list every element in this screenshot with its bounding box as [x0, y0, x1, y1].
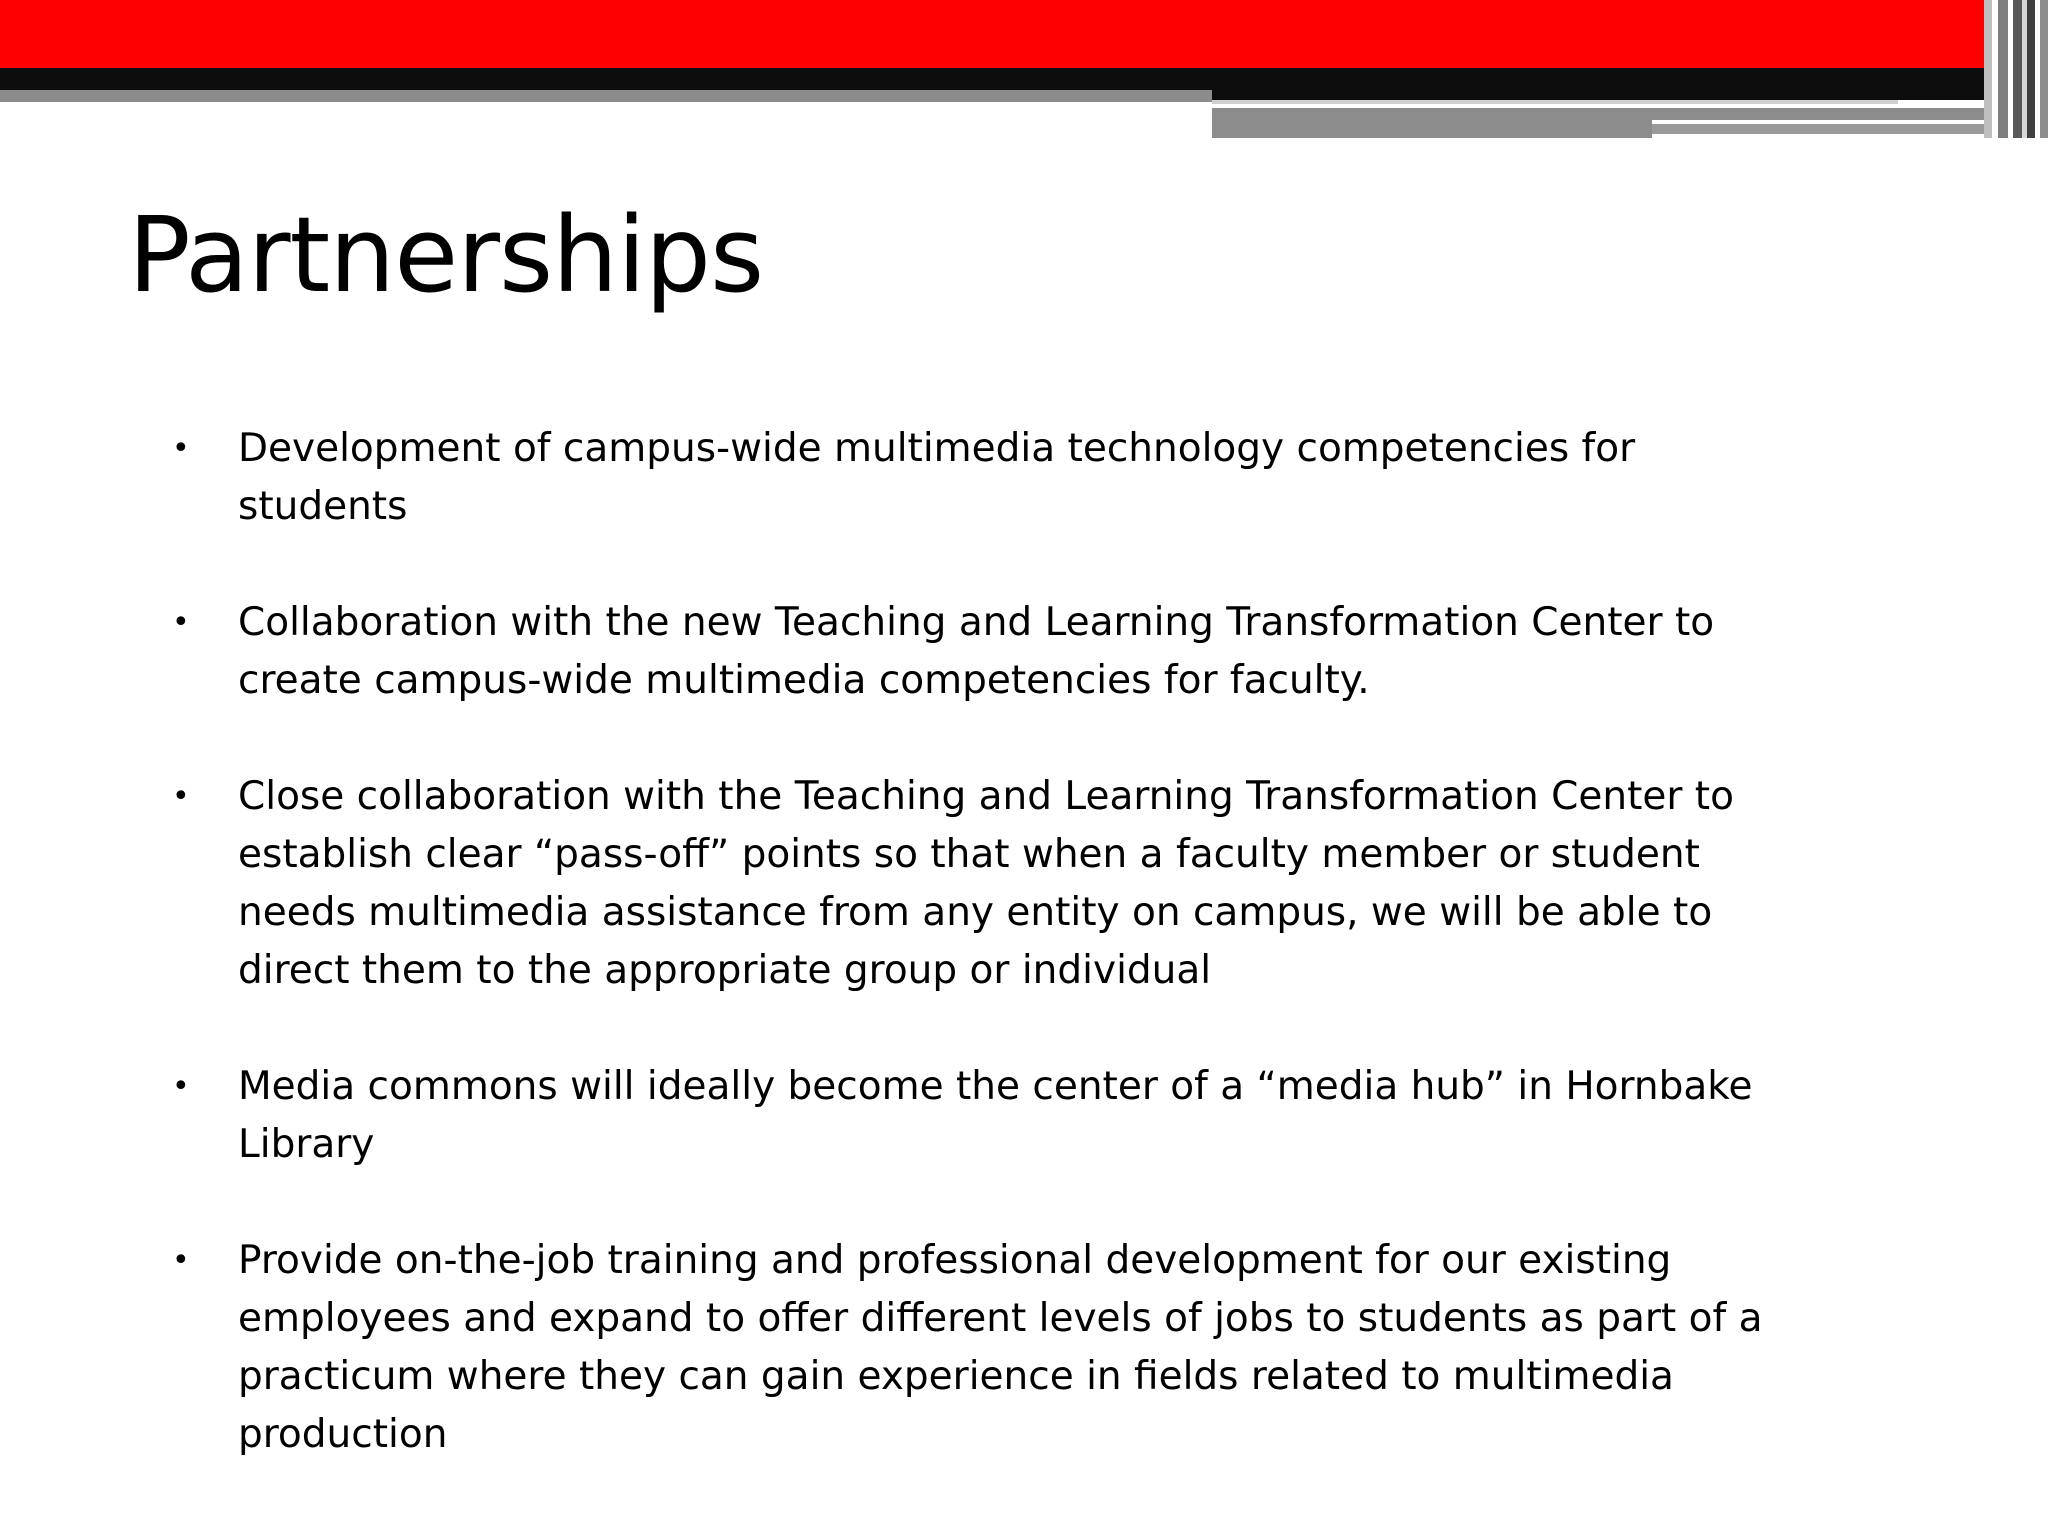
edge-stripe: [2040, 0, 2048, 138]
bullet-item: [172, 1232, 1792, 1464]
bullet-marker: •: [172, 1069, 190, 1104]
bullet-item: [172, 1058, 1792, 1174]
edge-stripe: [2027, 0, 2035, 138]
bullet-text: Close collaboration with the Teaching and Learning Transformation Center to establish clear “pass-off” points so that when a faculty member or student needs multimedia assistance from any entity on campus, we will be able to direct them to the appropriate group or individual: [238, 774, 1734, 993]
edge-stripe: [2013, 0, 2022, 138]
bullet-text: Provide on-the-job training and professional development for our existing employees and expand to offer different levels of jobs to students as part of a practicum where they can gain experience in fields related to multimedia production: [238, 1238, 1763, 1457]
bullet-marker: •: [172, 1243, 190, 1278]
bullet-marker: •: [172, 779, 190, 814]
bullet-marker: •: [172, 605, 190, 640]
bullet-item: [172, 420, 1792, 536]
bullet-item: [172, 768, 1792, 1000]
header-edge-stripes: [1984, 0, 2048, 138]
edge-stripe: [1984, 0, 1992, 138]
header-grey-bar-right-lower: [1212, 120, 1652, 138]
bullet-text: Collaboration with the new Teaching and Learning Transformation Center to create campus-wide multimedia competencies for faculty.: [238, 600, 1715, 703]
header-grey-bar-left: [0, 90, 1212, 102]
bullet-marker: •: [172, 431, 190, 466]
header-black-bar-right: [1212, 68, 2024, 100]
header-black-bar-left: [0, 68, 1212, 90]
bullet-list: [172, 420, 1792, 1522]
header-light-line: [1212, 100, 1898, 104]
edge-stripe: [1998, 0, 2008, 138]
header-grey-bar-right-tail: [1652, 124, 1992, 134]
header-grey-bar-right: [1212, 108, 2024, 120]
header-red-bar: [0, 0, 2048, 68]
bullet-text: Development of campus-wide multimedia technology competencies for students: [238, 426, 1636, 529]
bullet-item: [172, 594, 1792, 710]
slide-title: Partnerships: [128, 194, 764, 316]
bullet-text: Media commons will ideally become the center of a “media hub” in Hornbake Library: [238, 1064, 1753, 1167]
